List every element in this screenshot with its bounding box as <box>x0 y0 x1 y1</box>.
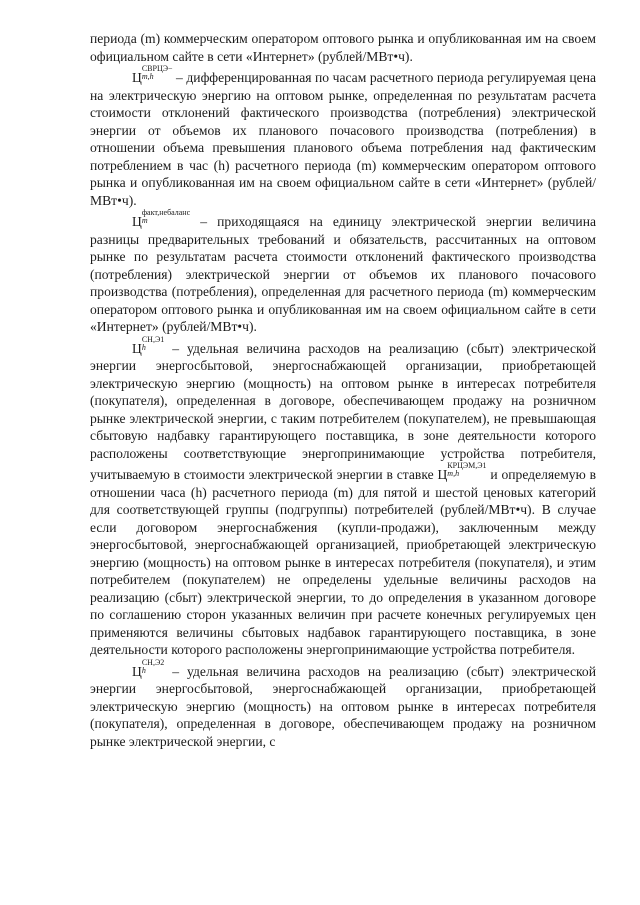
formula-subscript: m <box>141 216 148 225</box>
formula-symbol: Ц факт,небаланс m <box>132 208 191 229</box>
formula-symbol: Ц СВРЦЭ− m,h <box>132 64 173 85</box>
formula-superscript: КРЦЭМ,Э1 <box>447 461 487 470</box>
formula-symbol-inline: Ц КРЦЭМ,Э1 m,h <box>437 461 487 482</box>
formula-symbol: Ц СН,Э1 h <box>132 334 165 356</box>
paragraph-text: – дифференцированная по часам расчетного периода регулируемая цена на электрическую энергию на оптовом рынке, определенная по результатам расчета стоимости отклонений фактического производства (потребления) электрической энергии от объемов их планового почасового производства (потребления) в отношении объема превышения планового объема потребления над фактическим потреблением в час (h) расчетного периода (m) коммерческим оператором оптового рынка и опубликованная им на своем официальном сайте в сети «Интернет» (рублей/МВт•ч). <box>90 70 596 208</box>
formula-subscript: m,h <box>141 72 154 81</box>
paragraph-text: – приходящаяся на единицу электрической энергии величина разницы предварительных требований и обязательств, рассчитанных на оптовом рынке по результатам расчета стоимости отклонений фактического производства (потребления) электрической энергии от объемов их планового почасового производства (потребления), определенная для расчетного периода (m) коммерческим оператором оптового рынка и опубликованная им на своем официальном сайте в сети «Интернет» (рублей/МВт•ч). <box>90 214 596 334</box>
formula-superscript: СН,Э1 <box>141 334 165 344</box>
paragraph-text: – удельная величина расходов на реализацию (сбыт) электрической энергии энергосбытовой, энергоснабжающей организации, приобретающей электрическую энергию (мощность) на оптовом рынке в интересах потребителя (покупателя), определенная в договоре, обеспечивающем продажу на розничном рынке электрической энергии, с таким потребителем (покупателем), не превышающая сбытовую надбавку гарантирующего поставщика, в зоне деятельности которого расположены соответствующие энергопринимающие устройства потребителя, учитываемую в стоимости электрической энергии в ставке <box>90 340 596 482</box>
formula-superscript: СВРЦЭ− <box>141 64 173 73</box>
formula-symbol: Ц СН,Э2 h <box>132 657 165 679</box>
paragraph-svrce-price <box>90 65 596 209</box>
paragraph-text: и определяемую в отношении часа (h) расчетного периода (m) для пятой и шестой ценовых категорий для соответствующей группы (подгруппы) потребителей (рублей/МВт•ч). В случае если договором энергоснабжения (купли-продажи), заключенным между энергосбытовой, энергоснабжающей организацией, приобретающей электрическую энергию (мощность) на оптовом рынке в интересах потребителя (покупателя), и этим потребителем (покупателем) не определены удельные величины расходов на реализацию (сбыт) электрической энергии, то до определения в указанном договоре по соглашению сторон указанных величин при расчете конечных регулируемых цен применяются величины сбытовых надбавок гарантирующего поставщика, в зоне деятельности которого расположены энергопринимающие устройства потребителя. <box>90 467 596 657</box>
paragraph-continuation <box>90 30 596 65</box>
paragraph-sn-e1 <box>90 336 596 659</box>
formula-subscript: h <box>141 665 146 675</box>
paragraph-sn-e2 <box>90 659 596 751</box>
formula-superscript: СН,Э2 <box>141 657 165 667</box>
formula-subscript: h <box>141 342 146 352</box>
paragraph-text: – удельная величина расходов на реализацию (сбыт) электрической энергии энергосбытовой, энергоснабжающей организации, приобретающей электрическую энергию (мощность) на оптовом рынке в интересах потребителя (покупателя), определенная в договоре, обеспечивающем продажу на розничном рынке электрической энергии, с <box>90 663 596 749</box>
formula-superscript: факт,небаланс <box>141 208 191 217</box>
document-page <box>90 30 596 750</box>
paragraph-imbalance-price <box>90 209 596 336</box>
paragraph-text: периода (m) коммерческим оператором оптового рынка и опубликованная им на своем официальном сайте в сети «Интернет» (рублей/МВт•ч). <box>90 31 596 64</box>
formula-subscript: m,h <box>447 469 460 478</box>
